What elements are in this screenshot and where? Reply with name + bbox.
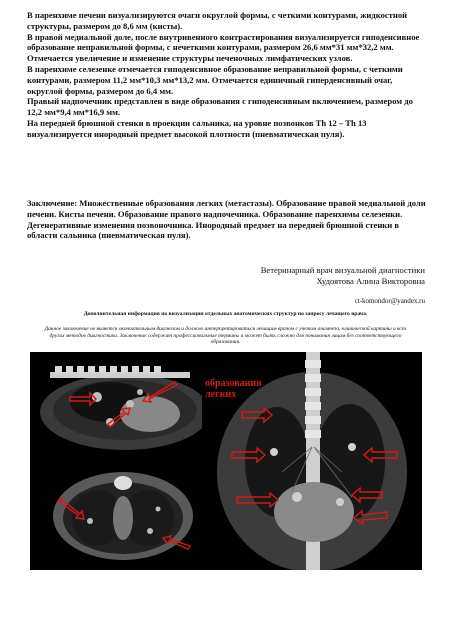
lung-lesions-label: образования легких	[205, 378, 262, 400]
disclaimer-text: Данное заключение не является окончательным диагнозом и должно интерпретироваться лечащим врачом с учетом анамнеза, клинической картины и всех других методов диагностики. Заключение содержит профессиональные термины и может быть сложно для понимания лицам без соответствующего образования.	[44, 326, 407, 346]
finding-adrenal: Правый надпочечник представлен в виде образования с гиподенсивным включением, размером до 12,2 мм*9,4 мм*16,9 мм.	[27, 96, 413, 118]
signature-block	[261, 265, 425, 287]
doctor-name: Худоятова Алина Викторовна	[316, 275, 425, 286]
image-section-title: Дополнительная информация по визуализации отдельных анатомических структур по запросу лечащего врача.	[83, 311, 368, 317]
finding-spleen: В паренхиме селезенке отмечается гиподенсивное образование неправильной формы, с четкими контурами, размером 11,2 мм*10,3 мм*13,2 мм. Отмечается единичный гиперденсивный очаг, округлой формы, размером до 6,4 мм.	[27, 63, 403, 96]
contact-email: ct-komondor@yandex.ru	[354, 297, 425, 305]
finding-lymph-nodes: Отмечается увеличение и изменение структуры печеночных лимфатических узлов.	[27, 53, 353, 64]
ct-sagittal-image	[30, 352, 203, 461]
ct-axial-image	[30, 461, 203, 570]
finding-liver-cysts: В паренхиме печени визуализируются очаги округлой формы, с четкими контурами, жидкостной структуры, размером до 8,6 мм (кисты).	[27, 10, 408, 31]
conclusion-text: Заключение: Множественные образования легких (метастазы). Образование правой медиальной доли печени. Кисты печени. Образование правого надпочечника. Образование паренхимы селезенки. Дегенеративные изменения позвоночника. Инородный предмет на передней брюшной стенки в области сальника (пневматическая пуля).	[27, 198, 426, 241]
finding-foreign-body: На передней брюшной стенки в проекции сальника, на уровне позвонков Th 12 – Th 13 визуализируется инородный предмет высокой плотности (пневматическая пуля).	[27, 117, 367, 139]
finding-liver-mass: В правой медиальной доле, после внутривенного контрастирования визуализируется гиподенсивное образование неправильной формы, с нечеткими контурами, размером 26,6 мм*31 мм*32,2 мм.	[27, 31, 420, 53]
findings-section	[27, 10, 427, 140]
doctor-role: Ветеринарный врач визуальной диагностики	[260, 265, 425, 275]
